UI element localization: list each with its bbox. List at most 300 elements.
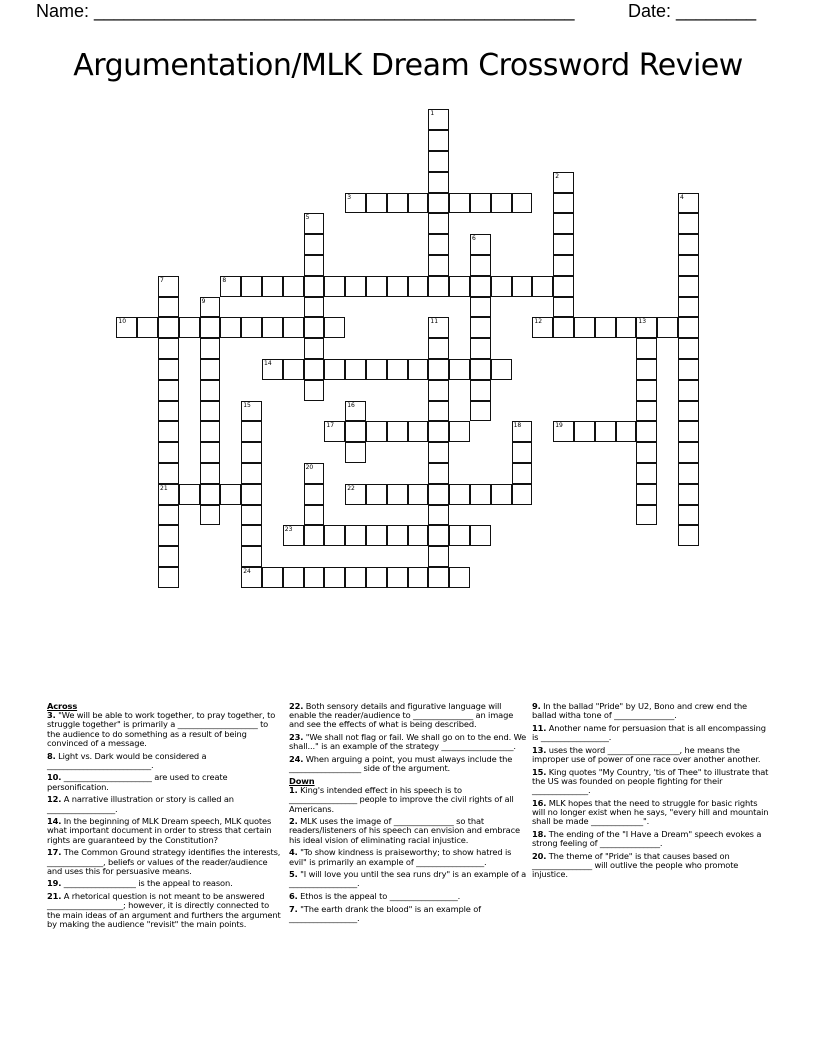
clue-across-3 [47,711,283,748]
grid-cell[interactable] [636,463,657,484]
clue-text: The ending of the "I Have a Dream" speech evokes a strong feeling of _______________. [532,828,762,849]
clue-down-9 [532,702,772,720]
grid-cell[interactable] [470,380,491,401]
clue-text: Light vs. Dark would be considered a __________________________. [47,750,207,770]
clue-text: In the beginning of MLK Dream speech, MLK quotes what important document in order to stress that certain rights are guaranteed by the Constitution? [47,816,272,845]
grid-cell[interactable] [428,109,449,130]
grid-cell[interactable] [553,297,574,318]
clue-down-18 [532,830,772,848]
grid-cell[interactable] [241,505,262,526]
clue-num: 12. [47,794,62,805]
grid-cell[interactable] [491,359,512,380]
across-heading: Across [47,701,78,711]
clue-num: 20. [532,850,547,861]
grid-cell[interactable] [387,359,408,380]
grid-cell[interactable] [449,484,470,505]
clue-down-4 [289,848,527,866]
grid-cell[interactable] [678,213,699,234]
grid-cell[interactable] [345,193,366,214]
clue-text: A narrative illustration or story is called an _________________. [47,794,234,814]
grid-cell[interactable] [678,484,699,505]
grid-cell[interactable] [366,276,387,297]
grid-cell[interactable] [574,421,595,442]
grid-cell[interactable] [553,276,574,297]
grid-cell[interactable] [408,567,429,588]
clue-num: 17. [47,847,62,858]
grid-cell[interactable] [345,276,366,297]
grid-cell[interactable] [636,421,657,442]
grid-cell[interactable] [283,525,304,546]
grid-cell[interactable] [200,401,221,422]
grid-cell[interactable] [200,297,221,318]
grid-cell[interactable] [636,401,657,422]
grid-cell[interactable] [304,234,325,255]
clue-num: 4. [289,847,298,858]
grid-cell[interactable] [491,276,512,297]
clue-across-22 [289,702,527,730]
clue-text: Another name for persuasion that is all encompassing is _________________. [532,722,766,743]
grid-cell[interactable] [636,359,657,380]
clue-num: 8. [47,750,56,761]
grid-cell[interactable] [345,484,366,505]
grid-cell[interactable] [387,193,408,214]
grid-cell[interactable] [241,484,262,505]
clue-text: MLK uses the image of _______________ so that readers/listeners of his speech can envision and embrace his ideal vision of eliminating racial injustice. [289,816,520,845]
clue-down-6 [289,892,527,901]
grid-cell[interactable] [304,317,325,338]
clues-column-1 [47,702,283,932]
grid-cell[interactable] [387,421,408,442]
clue-number: 15 [243,401,251,409]
grid-cell[interactable] [595,421,616,442]
name-field[interactable]: Name: ________________________________________________ [36,1,575,21]
grid-cell[interactable] [366,193,387,214]
clue-number: 14 [264,360,272,367]
clue-text: King's intended effect in his speech is to _________________ people to improve the civil rights of all Americans. [289,785,514,814]
clue-num: 6. [289,891,298,902]
clue-text: When arguing a point, you must always include the __________________ side of the argument. [289,754,513,774]
grid-cell[interactable] [158,484,179,505]
grid-cell[interactable] [678,380,699,401]
grid-cell[interactable] [532,276,553,297]
grid-cell[interactable] [428,401,449,422]
clue-num: 22. [289,701,304,711]
grid-cell[interactable] [470,193,491,214]
grid-cell[interactable] [345,525,366,546]
grid-cell[interactable] [470,255,491,276]
grid-cell[interactable] [636,442,657,463]
grid-cell[interactable] [200,380,221,401]
grid-cell[interactable] [366,421,387,442]
grid-cell[interactable] [324,317,345,338]
clue-down-15 [532,768,772,796]
clue-num: 23. [289,732,304,743]
grid-cell[interactable] [678,421,699,442]
grid-cell[interactable] [428,442,449,463]
grid-cell[interactable] [428,317,449,338]
grid-cell[interactable] [408,276,429,297]
grid-cell[interactable] [678,359,699,380]
grid-cell[interactable] [428,505,449,526]
grid-cell[interactable] [470,525,491,546]
clue-number: 1 [430,110,435,118]
grid-cell[interactable] [408,421,429,442]
grid-cell[interactable] [158,338,179,359]
grid-cell[interactable] [200,338,221,359]
grid-cell[interactable] [678,442,699,463]
grid-cell[interactable] [158,380,179,401]
grid-cell[interactable] [387,276,408,297]
clue-num: 7. [289,903,298,914]
clue-num: 11. [532,722,547,733]
grid-cell[interactable] [200,484,221,505]
grid-cell[interactable] [428,172,449,193]
grid-cell[interactable] [491,193,512,214]
grid-cell[interactable] [366,525,387,546]
grid-cell[interactable] [449,567,470,588]
grid-cell[interactable] [345,359,366,380]
grid-cell[interactable] [324,276,345,297]
grid-cell[interactable] [428,234,449,255]
grid-cell[interactable] [366,567,387,588]
grid-cell[interactable] [200,505,221,526]
grid-cell[interactable] [449,421,470,442]
grid-cell[interactable] [220,317,241,338]
clue-num: 18. [532,828,547,839]
clue-number: 3 [347,193,352,201]
grid-cell[interactable] [553,317,574,338]
clue-num: 19. [47,878,62,889]
grid-cell[interactable] [241,442,262,463]
grid-cell[interactable] [200,463,221,484]
clue-num: 1. [289,785,298,796]
grid-cell[interactable] [241,421,262,442]
grid-cell[interactable] [595,317,616,338]
clue-down-11 [532,724,772,742]
clue-number: 22 [347,484,355,492]
grid-cell[interactable] [678,193,699,214]
clue-number: 13 [638,318,647,326]
grid-cell[interactable] [512,442,533,463]
grid-cell[interactable] [324,359,345,380]
clue-text: In the ballad "Pride" by U2, Bono and crew end the ballad witha tone of _______________. [532,701,748,721]
clue-down-7 [289,905,527,923]
grid-cell[interactable] [262,276,283,297]
grid-cell[interactable] [241,525,262,546]
grid-cell[interactable] [428,151,449,172]
grid-cell[interactable] [324,421,345,442]
grid-cell[interactable] [470,317,491,338]
clue-num: 21. [47,891,62,902]
clue-down-16 [532,799,772,827]
clues-column-2 [289,702,527,927]
grid-cell[interactable] [428,213,449,234]
clue-number: 11 [430,318,439,326]
grid-cell[interactable] [428,130,449,151]
grid-cell[interactable] [470,276,491,297]
grid-cell[interactable] [241,546,262,567]
grid-cell[interactable] [678,297,699,318]
grid-cell[interactable] [553,234,574,255]
grid-cell[interactable] [428,421,449,442]
grid-cell[interactable] [304,359,325,380]
clue-num: 13. [532,744,547,755]
grid-cell[interactable] [262,317,283,338]
grid-cell[interactable] [345,421,366,442]
grid-cell[interactable] [200,421,221,442]
grid-cell[interactable] [428,525,449,546]
clue-number: 8 [222,276,227,284]
grid-cell[interactable] [158,442,179,463]
clue-num: 16. [532,797,547,808]
grid-cell[interactable] [158,317,179,338]
clue-number: 23 [284,526,293,534]
grid-cell[interactable] [262,567,283,588]
grid-cell[interactable] [428,463,449,484]
grid-cell[interactable] [345,401,366,422]
grid-cell[interactable] [158,505,179,526]
grid-cell[interactable] [636,338,657,359]
grid-cell[interactable] [428,567,449,588]
clue-number: 12 [534,318,543,326]
grid-cell[interactable] [366,359,387,380]
grid-cell[interactable] [512,193,533,214]
clue-text: "We will be able to work together, to pray together, to struggle together" is primarily a ____________________ to the audience to do something as a result of being convinced of a message. [47,710,276,748]
grid-cell[interactable] [304,276,325,297]
grid-cell[interactable] [304,380,325,401]
clue-num: 15. [532,766,547,777]
grid-cell[interactable] [574,317,595,338]
clue-number: 6 [472,235,476,243]
grid-cell[interactable] [678,463,699,484]
grid-cell[interactable] [428,276,449,297]
clue-text: "To show kindness is praiseworthy; to show hatred is evil" is primarily an example of _________________. [289,847,512,867]
grid-cell[interactable] [512,276,533,297]
clue-num: 14. [47,816,62,827]
clue-num: 5. [289,869,298,880]
clue-across-21 [47,892,283,929]
grid-cell[interactable] [449,525,470,546]
clue-across-14 [47,817,283,845]
grid-cell[interactable] [470,297,491,318]
clue-number: 7 [160,276,164,284]
clue-down-13 [532,746,772,764]
grid-cell[interactable] [532,317,553,338]
grid-cell[interactable] [262,359,283,380]
grid-cell[interactable] [116,317,137,338]
grid-cell[interactable] [304,525,325,546]
grid-cell[interactable] [470,359,491,380]
grid-cell[interactable] [304,567,325,588]
grid-cell[interactable] [678,505,699,526]
grid-cell[interactable] [678,525,699,546]
grid-cell[interactable] [428,484,449,505]
grid-cell[interactable] [304,255,325,276]
clue-down-5 [289,870,527,888]
grid-cell[interactable] [428,193,449,214]
clue-num: 3. [47,710,56,721]
grid-cell[interactable] [512,463,533,484]
grid-cell[interactable] [304,213,325,234]
grid-cell[interactable] [158,567,179,588]
clue-text: The theme of "Pride" is that causes based on _______________ will outlive the people who promote injustice. [532,850,739,880]
clue-number: 17 [326,422,335,430]
page-title: Argumentation/MLK Dream Crossword Review [73,48,743,83]
grid-cell[interactable] [283,359,304,380]
clue-number: 20 [305,464,314,471]
clue-number: 2 [555,172,560,180]
clue-number: 21 [160,484,168,492]
clue-across-19 [47,879,283,888]
grid-cell[interactable] [158,525,179,546]
grid-cell[interactable] [553,193,574,214]
clue-text: MLK hopes that the need to struggle for basic rights will no longer exist when he says, "every hill and mountain shall be made _____________". [532,797,769,827]
grid-cell[interactable] [470,338,491,359]
grid-cell[interactable] [553,255,574,276]
clue-across-17 [47,848,283,876]
grid-cell[interactable] [200,317,221,338]
grid-cell[interactable] [491,484,512,505]
grid-cell[interactable] [428,338,449,359]
grid-cell[interactable] [387,484,408,505]
grid-cell[interactable] [304,463,325,484]
grid-cell[interactable] [553,172,574,193]
clue-number: 16 [347,401,355,409]
grid-cell[interactable] [616,421,637,442]
grid-cell[interactable] [678,317,699,338]
clue-num: 10. [47,772,62,783]
grid-cell[interactable] [241,463,262,484]
grid-cell[interactable] [449,193,470,214]
clue-number: 18 [513,422,522,430]
grid-cell[interactable] [428,359,449,380]
grid-cell[interactable] [283,276,304,297]
grid-cell[interactable] [428,255,449,276]
grid-cell[interactable] [470,401,491,422]
clue-across-8 [47,752,283,770]
grid-cell[interactable] [636,317,657,338]
clue-across-23 [289,733,527,751]
clue-text: The Common Ground strategy identifies the interests, ______________, beliefs or values of the reader/audience and uses this for persuasive means. [47,847,281,876]
grid-cell[interactable] [324,525,345,546]
grid-cell[interactable] [137,317,158,338]
clue-text: "The earth drank the blood" is an example of _________________. [289,903,481,924]
grid-cell[interactable] [470,484,491,505]
clue-number: 19 [555,422,563,430]
grid-cell[interactable] [553,421,574,442]
grid-cell[interactable] [678,401,699,422]
grid-cell[interactable] [304,338,325,359]
grid-cell[interactable] [158,359,179,380]
grid-cell[interactable] [449,359,470,380]
clue-across-10 [47,773,283,791]
grid-cell[interactable] [616,317,637,338]
clue-number: 4 [680,193,684,201]
grid-cell[interactable] [408,193,429,214]
grid-cell[interactable] [678,255,699,276]
grid-cell[interactable] [220,484,241,505]
clue-number: 24 [243,568,251,575]
grid-cell[interactable] [345,442,366,463]
grid-cell[interactable] [158,546,179,567]
date-field[interactable]: Date: ________ [628,1,757,21]
grid-cell[interactable] [428,380,449,401]
clue-text: "We shall not flag or fail. We shall go on to the end. We shall..." is an example of the strategy __________________. [289,732,527,752]
grid-cell[interactable] [678,234,699,255]
grid-cell[interactable] [304,484,325,505]
grid-cell[interactable] [428,546,449,567]
grid-cell[interactable] [408,525,429,546]
grid-cell[interactable] [283,317,304,338]
grid-cell[interactable] [512,484,533,505]
clue-text: "I will love you until the sea runs dry" is an example of a _________________. [289,869,527,889]
grid-cell[interactable] [241,567,262,588]
grid-cell[interactable] [179,317,200,338]
grid-cell[interactable] [387,567,408,588]
clue-number: 5 [305,214,310,222]
grid-cell[interactable] [449,276,470,297]
grid-cell[interactable] [241,401,262,422]
grid-cell[interactable] [158,463,179,484]
grid-cell[interactable] [241,276,262,297]
grid-cell[interactable] [636,505,657,526]
grid-cell[interactable] [179,484,200,505]
clue-number: 9 [201,297,206,305]
clue-text: ______________________ are used to create personification. [47,772,228,792]
clue-text: Both sensory details and figurative language will enable the reader/audience to _______________ an image and see the effects of what is being described. [289,701,514,730]
clue-num: 2. [289,816,298,827]
grid-cell[interactable] [345,567,366,588]
grid-cell[interactable] [304,505,325,526]
grid-cell[interactable] [200,442,221,463]
clues-column-3 [532,702,772,883]
clue-text: __________________ is the appeal to reason. [63,878,233,889]
clue-down-2 [289,817,527,845]
grid-cell[interactable] [512,421,533,442]
grid-cell[interactable] [241,317,262,338]
grid-cell[interactable] [408,359,429,380]
grid-cell[interactable] [678,276,699,297]
clue-across-12 [47,795,283,813]
clue-down-1 [289,786,527,814]
clue-num: 9. [532,701,541,711]
grid-cell[interactable] [220,276,241,297]
grid-cell[interactable] [553,213,574,234]
grid-cell[interactable] [636,380,657,401]
grid-cell[interactable] [387,525,408,546]
clue-text: A rhetorical question is not meant to be answered ___________________; however, it is directly connected to the main ideas of an argument and furthers the argument by making the audience "revisit" the main points. [47,891,281,929]
clue-across-24 [289,755,527,773]
grid-cell[interactable] [470,234,491,255]
grid-cell[interactable] [304,297,325,318]
grid-cell[interactable] [324,567,345,588]
clue-text: uses the word __________________, he means the improper use of power of one race over another another. [532,744,761,765]
grid-cell[interactable] [366,484,387,505]
grid-cell[interactable] [158,401,179,422]
grid-cell[interactable] [200,359,221,380]
grid-cell[interactable] [408,484,429,505]
grid-cell[interactable] [158,276,179,297]
grid-cell[interactable] [158,297,179,318]
grid-cell[interactable] [678,338,699,359]
clue-text: King quotes "My Country, 'tis of Thee" to illustrate that the US was founded on people fighting for their ______________. [532,766,769,796]
grid-cell[interactable] [636,484,657,505]
down-heading: Down [289,775,315,786]
grid-cell[interactable] [657,317,678,338]
grid-cell[interactable] [283,567,304,588]
grid-cell[interactable] [158,421,179,442]
clue-down-20 [532,852,772,880]
